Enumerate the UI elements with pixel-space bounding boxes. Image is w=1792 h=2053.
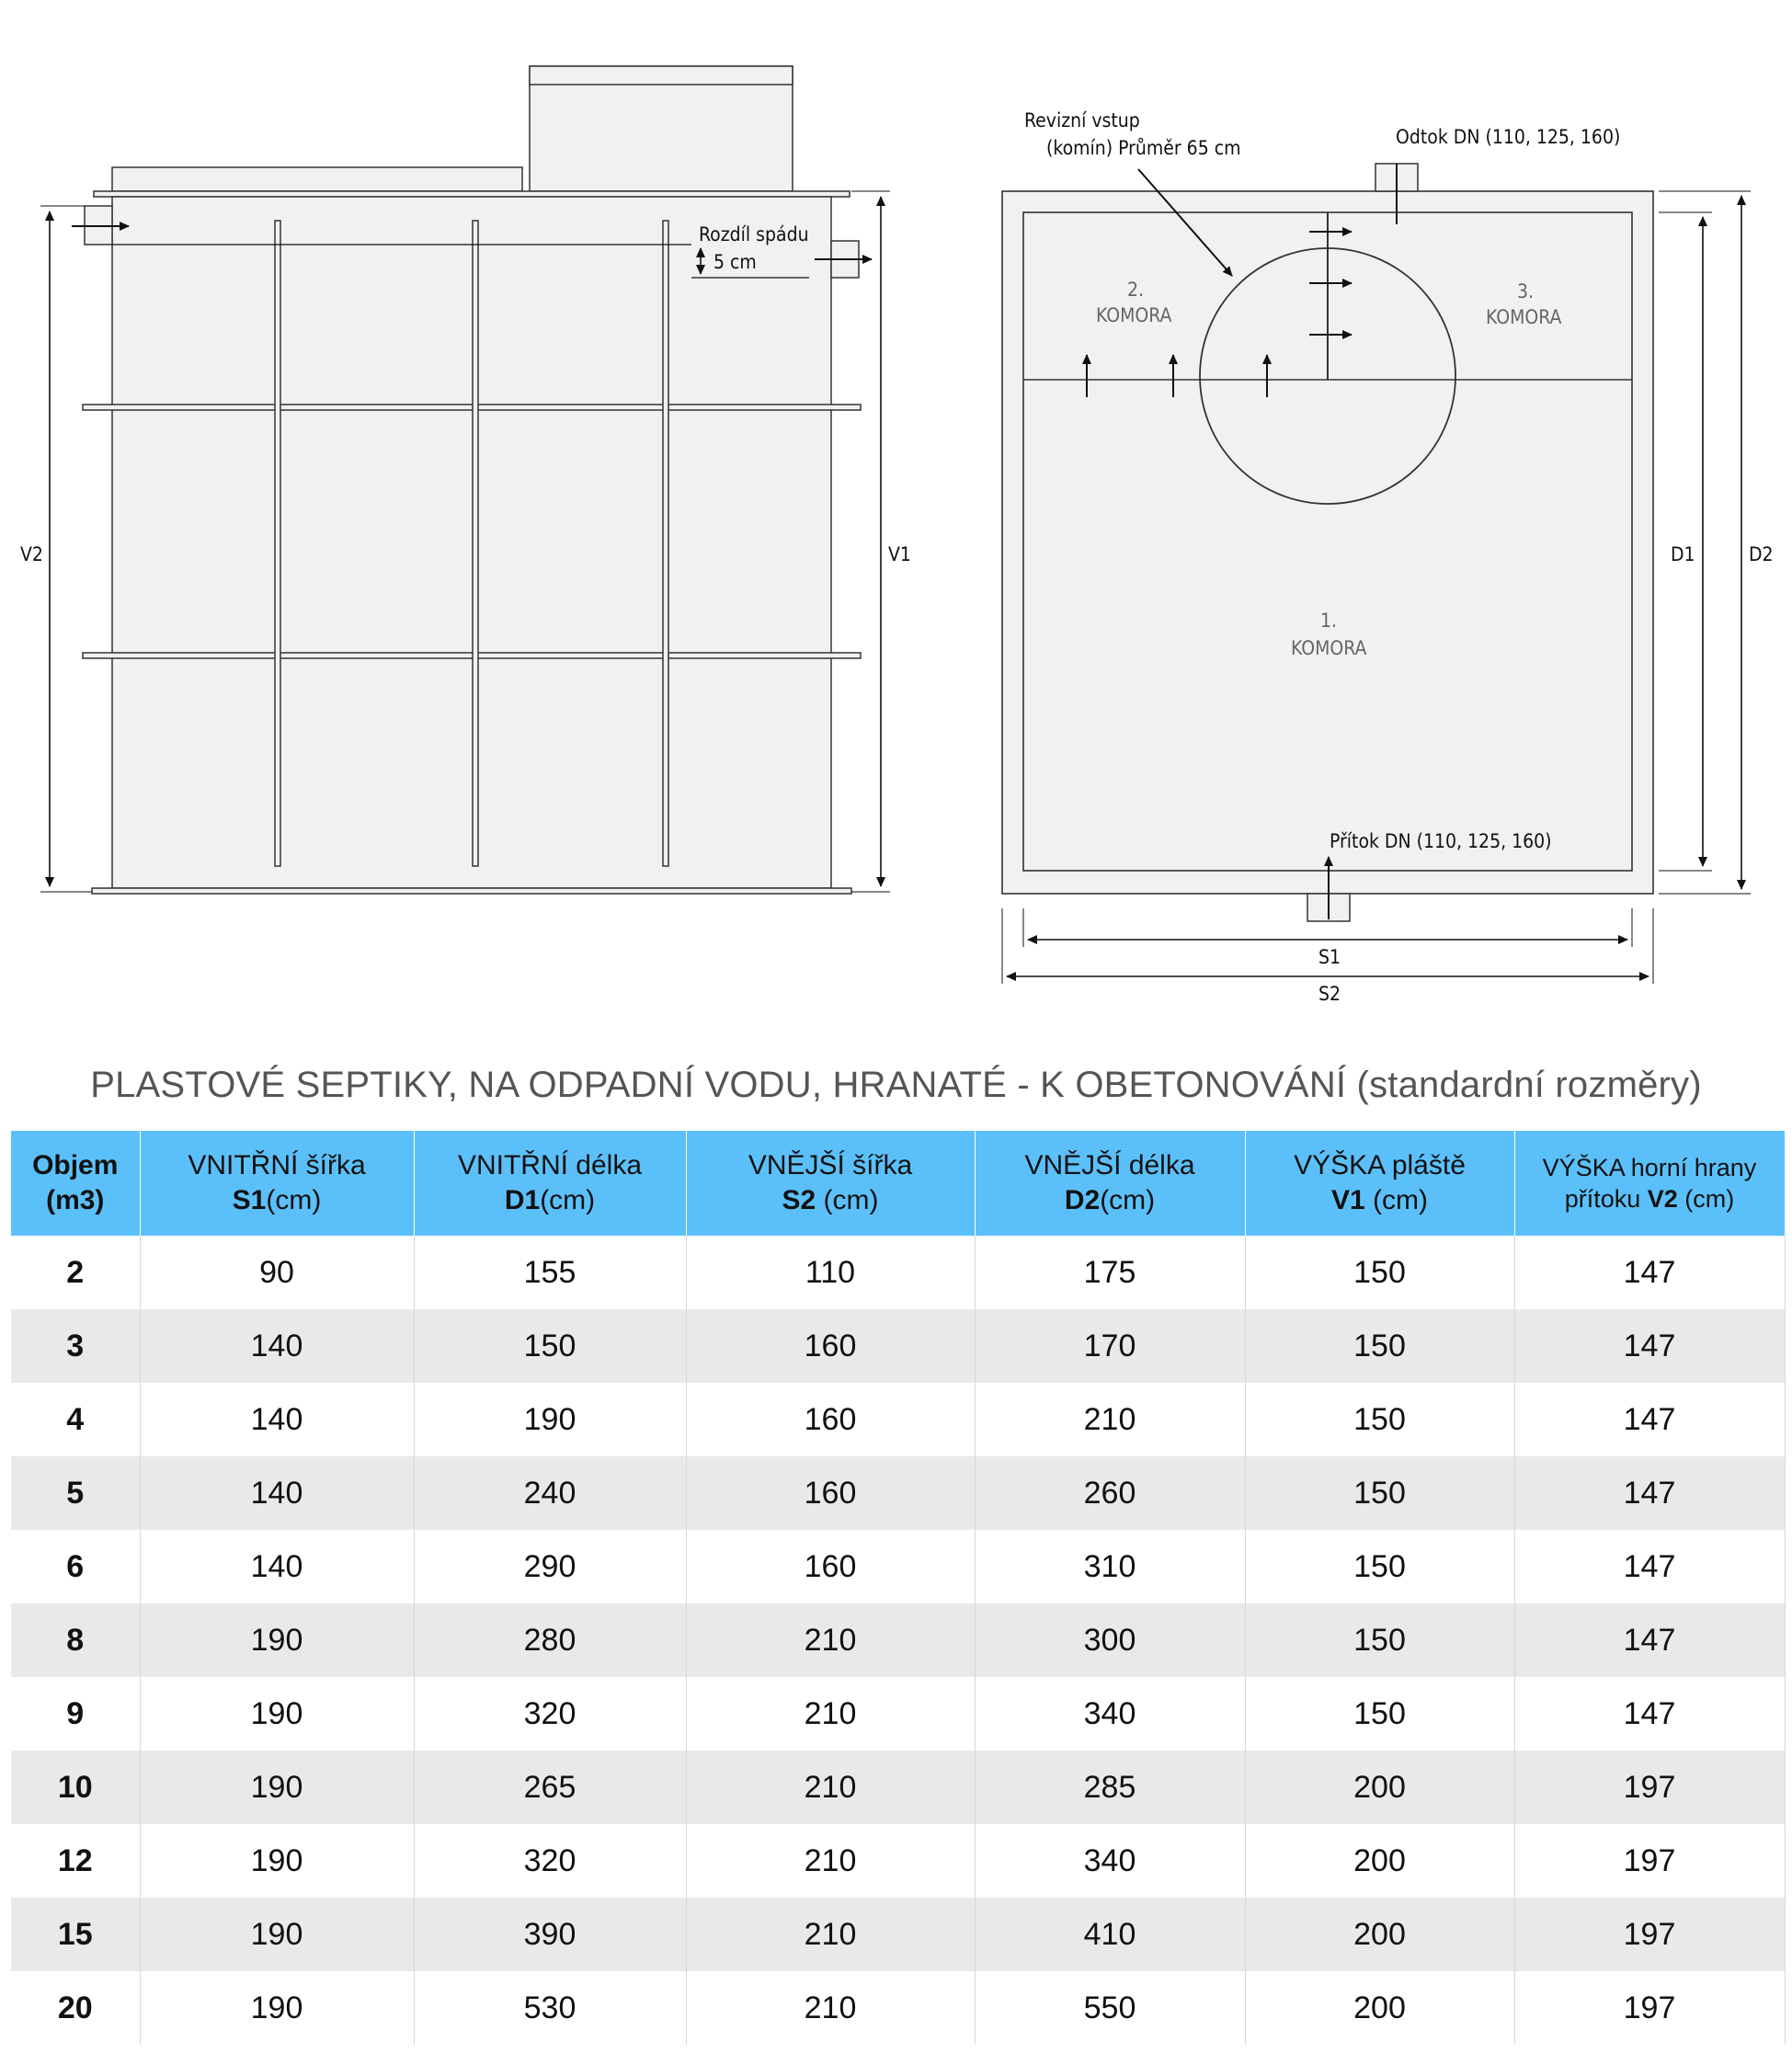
manhole-label: Revizní vstup (1024, 109, 1140, 131)
cell-inner-length: 390 (414, 1898, 686, 1971)
table-row (11, 1383, 1785, 1456)
rib-vertical (473, 221, 478, 866)
cell-outer-length: 170 (975, 1309, 1245, 1383)
label-d2: D2 (1749, 543, 1774, 565)
header-inflow-height: VÝŠKA horní hrany přítoku V2 (cm) (1514, 1131, 1785, 1236)
header-inner-width: VNITŘNÍ šířka S1(cm) (140, 1131, 414, 1236)
cell-shell-height: 200 (1245, 1971, 1514, 2045)
cell-inner-length: 290 (414, 1530, 686, 1603)
cell-shell-height: 200 (1245, 1751, 1514, 1824)
rib-vertical (275, 221, 280, 866)
cell-inner-width: 190 (140, 1824, 414, 1898)
cell-inflow-height: 197 (1514, 1824, 1785, 1898)
cell-inflow-height: 197 (1514, 1971, 1785, 2045)
label-v1: V1 (888, 543, 911, 565)
rib-horizontal (83, 405, 861, 410)
cell-volume: 6 (11, 1530, 140, 1603)
table-row (11, 1309, 1785, 1383)
outflow-label: Odtok DN (110, 125, 160) (1396, 126, 1621, 148)
label-s1: S1 (1318, 946, 1341, 968)
cell-inflow-height: 147 (1514, 1236, 1785, 1309)
cell-outer-length: 410 (975, 1898, 1245, 1971)
table-row (11, 1971, 1785, 2045)
cell-outer-length: 175 (975, 1236, 1245, 1309)
cell-inner-length: 530 (414, 1971, 686, 2045)
cell-inner-width: 140 (140, 1383, 414, 1456)
septic-tank-drawing (0, 0, 1792, 1021)
table-row (11, 1751, 1785, 1824)
cell-inflow-height: 147 (1514, 1677, 1785, 1751)
cell-outer-width: 160 (686, 1456, 975, 1530)
cell-shell-height: 150 (1245, 1530, 1514, 1603)
label-v2: V2 (20, 543, 43, 565)
cell-volume: 20 (11, 1971, 140, 2045)
chamber-1-number: 1. (1320, 610, 1338, 632)
header-outer-width: VNĚJŠÍ šířka S2 (cm) (686, 1131, 975, 1236)
cell-volume: 2 (11, 1236, 140, 1309)
cell-shell-height: 150 (1245, 1236, 1514, 1309)
cell-inner-width: 190 (140, 1751, 414, 1824)
cell-volume: 9 (11, 1677, 140, 1751)
cell-shell-height: 150 (1245, 1603, 1514, 1677)
cell-shell-height: 150 (1245, 1456, 1514, 1530)
cell-outer-width: 210 (686, 1824, 975, 1898)
cell-outer-width: 210 (686, 1751, 975, 1824)
table-row (11, 1898, 1785, 1971)
cell-shell-height: 200 (1245, 1898, 1514, 1971)
cell-volume: 12 (11, 1824, 140, 1898)
label-s2: S2 (1318, 983, 1341, 1005)
manhole-size-label: (komín) Průměr 65 cm (1046, 137, 1241, 159)
table-row (11, 1456, 1785, 1530)
cell-shell-height: 150 (1245, 1383, 1514, 1456)
cell-outer-width: 160 (686, 1383, 975, 1456)
cell-shell-height: 150 (1245, 1677, 1514, 1751)
header-volume: Objem (m3) (11, 1131, 140, 1236)
cell-outer-width: 210 (686, 1971, 975, 2045)
cell-outer-length: 340 (975, 1824, 1245, 1898)
cell-inner-width: 140 (140, 1456, 414, 1530)
label-d1: D1 (1671, 543, 1695, 565)
cell-inner-length: 240 (414, 1456, 686, 1530)
cell-inflow-height: 197 (1514, 1898, 1785, 1971)
dimensions-table (11, 1131, 1786, 2045)
cell-outer-length: 300 (975, 1603, 1245, 1677)
header-shell-height: VÝŠKA pláště V1 (cm) (1245, 1131, 1514, 1236)
cell-volume: 10 (11, 1751, 140, 1824)
cell-inflow-height: 147 (1514, 1309, 1785, 1383)
cell-inflow-height: 147 (1514, 1456, 1785, 1530)
chimney-cap (530, 66, 793, 85)
cell-volume: 15 (11, 1898, 140, 1971)
side-view (20, 66, 911, 894)
cell-outer-length: 210 (975, 1383, 1245, 1456)
cell-outer-length: 285 (975, 1751, 1245, 1824)
table-row (11, 1236, 1785, 1309)
rib-vertical (663, 221, 668, 866)
cell-volume: 3 (11, 1309, 140, 1383)
cell-outer-width: 110 (686, 1236, 975, 1309)
cell-outer-length: 260 (975, 1456, 1245, 1530)
cell-inner-width: 140 (140, 1530, 414, 1603)
cell-inner-width: 90 (140, 1236, 414, 1309)
cell-inner-width: 190 (140, 1603, 414, 1677)
cell-volume: 8 (11, 1603, 140, 1677)
cell-inner-length: 190 (414, 1383, 686, 1456)
rib-horizontal (83, 653, 861, 658)
cell-inflow-height: 147 (1514, 1383, 1785, 1456)
tank-body (112, 197, 831, 888)
table-body (11, 1236, 1785, 2045)
cell-inner-length: 265 (414, 1751, 686, 1824)
cell-volume: 5 (11, 1456, 140, 1530)
cell-inner-length: 155 (414, 1236, 686, 1309)
plan-view (1002, 109, 1774, 1005)
cell-inner-width: 140 (140, 1309, 414, 1383)
cell-inflow-height: 197 (1514, 1751, 1785, 1824)
cell-inner-length: 150 (414, 1309, 686, 1383)
cell-shell-height: 200 (1245, 1824, 1514, 1898)
header-inner-length: VNITŘNÍ délka D1(cm) (414, 1131, 686, 1236)
table-row (11, 1677, 1785, 1751)
chamber-3-number: 3. (1517, 280, 1535, 302)
cell-inner-width: 190 (140, 1898, 414, 1971)
table-header-row (11, 1131, 1785, 1236)
cell-outer-length: 310 (975, 1530, 1245, 1603)
cell-outer-width: 210 (686, 1603, 975, 1677)
fall-difference-label: Rozdíl spádu (699, 223, 809, 245)
table-row (11, 1530, 1785, 1603)
tank-lid (112, 167, 522, 191)
cell-inner-length: 320 (414, 1824, 686, 1898)
cell-inner-length: 280 (414, 1603, 686, 1677)
cell-inner-length: 320 (414, 1677, 686, 1751)
cell-inflow-height: 147 (1514, 1530, 1785, 1603)
chamber-2-number: 2. (1127, 279, 1145, 301)
cell-inflow-height: 147 (1514, 1603, 1785, 1677)
bottom-plate (92, 888, 851, 894)
cell-outer-width: 210 (686, 1677, 975, 1751)
cell-inner-width: 190 (140, 1971, 414, 2045)
chamber-1-label: KOMORA (1291, 637, 1367, 659)
cell-inner-width: 190 (140, 1677, 414, 1751)
cell-outer-width: 160 (686, 1309, 975, 1383)
table-title-sub: (standardní rozměry) (1356, 1065, 1702, 1105)
top-rim (94, 191, 850, 197)
inflow-label: Přítok DN (110, 125, 160) (1330, 830, 1552, 852)
cell-outer-width: 210 (686, 1898, 975, 1971)
cell-shell-height: 150 (1245, 1309, 1514, 1383)
cell-outer-width: 160 (686, 1530, 975, 1603)
header-outer-length: VNĚJŠÍ délka D2(cm) (975, 1131, 1245, 1236)
table-title (0, 1065, 1792, 1106)
chamber-2-label: KOMORA (1096, 304, 1172, 326)
cell-volume: 4 (11, 1383, 140, 1456)
cell-outer-length: 550 (975, 1971, 1245, 2045)
table-row (11, 1824, 1785, 1898)
table-row (11, 1603, 1785, 1677)
fall-difference-value: 5 cm (713, 251, 757, 273)
chamber-3-label: KOMORA (1486, 306, 1562, 328)
table-title-main: PLASTOVÉ SEPTIKY, NA ODPADNÍ VODU, HRANATÉ - K OBETONOVÁNÍ (90, 1065, 1347, 1105)
cell-outer-length: 340 (975, 1677, 1245, 1751)
